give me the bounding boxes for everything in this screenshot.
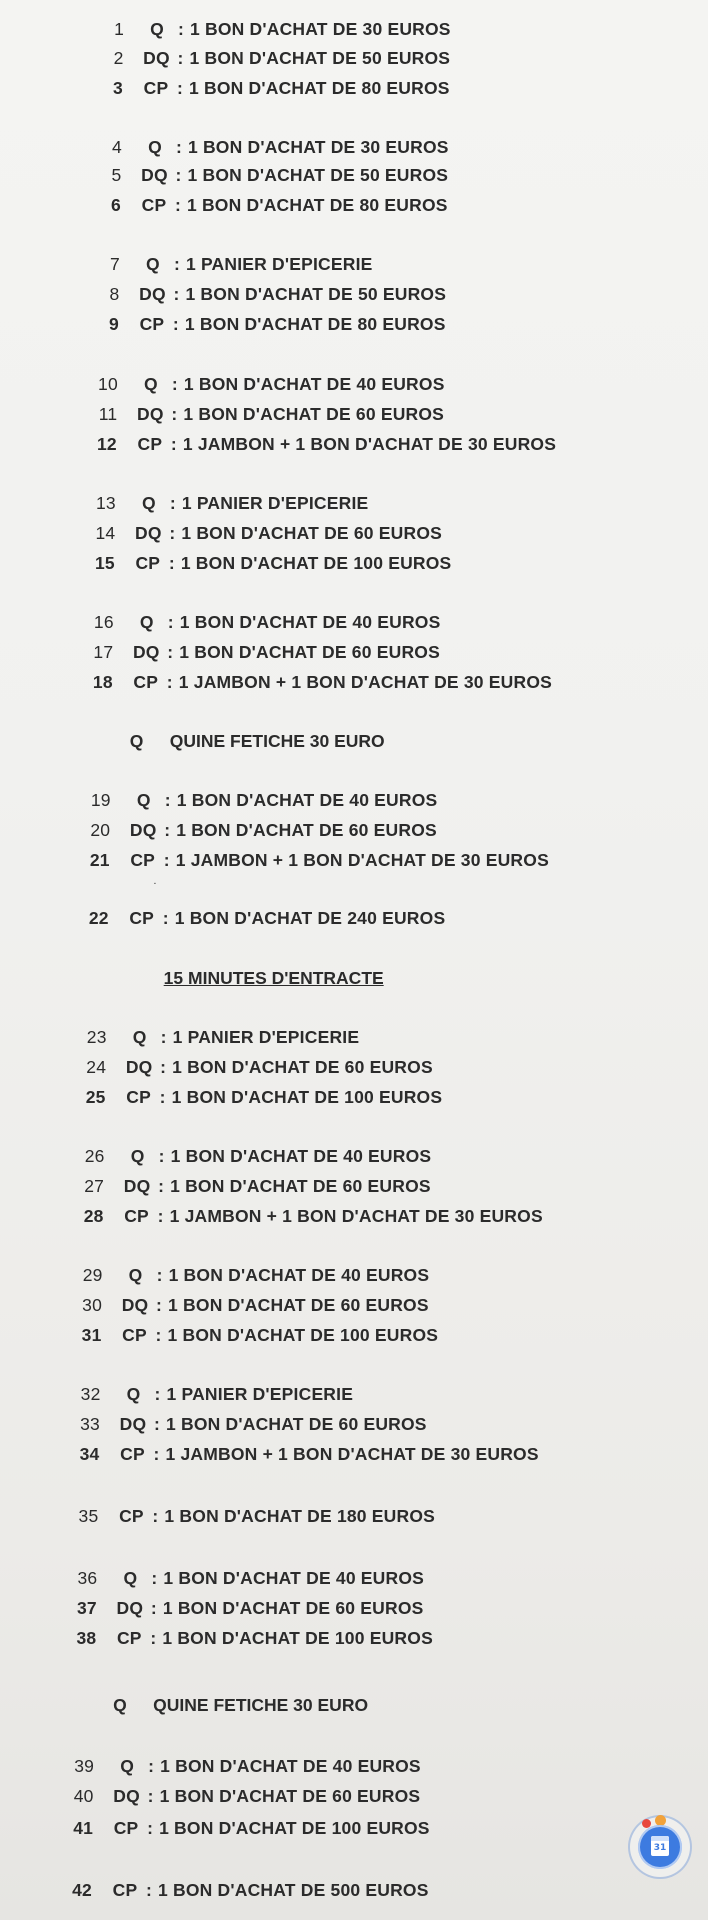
lot-number: 39 (74, 1756, 95, 1776)
lot-number: 1 (114, 19, 124, 39)
lot-number: 25 (85, 1087, 106, 1107)
lot-prize: 1 BON D'ACHAT DE 40 EUROS (176, 790, 438, 810)
lot-prize: 1 BON D'ACHAT DE 30 EUROS (190, 19, 451, 39)
lot-category: Q (132, 1027, 147, 1047)
lot-category: CP (124, 1206, 149, 1226)
lot-category: Q (148, 137, 162, 157)
lot-separator: : (152, 1506, 159, 1526)
lot-category: DQ (137, 404, 164, 424)
lot-prize: 1 BON D'ACHAT DE 60 EUROS (176, 820, 437, 840)
lot-prize: 1 PANIER D'EPICERIE (172, 1027, 360, 1047)
lot-separator: : (174, 195, 181, 215)
lot-number: 30 (82, 1295, 103, 1315)
lot-row (0, 1293, 708, 1317)
lot-separator: : (164, 820, 171, 840)
lot-row (0, 135, 708, 159)
lot-separator: : (173, 284, 180, 304)
lot-prize: 1 BON D'ACHAT DE 50 EUROS (185, 284, 447, 304)
lot-category: DQ (121, 1295, 149, 1315)
lot-prize: 1 BON D'ACHAT DE 240 EUROS (174, 908, 446, 928)
lot-separator: : (169, 523, 176, 543)
lot-number: 13 (95, 493, 116, 513)
lot-row (0, 1566, 708, 1590)
lot-row (0, 402, 708, 426)
lot-row (0, 1382, 708, 1406)
lot-category: CP (137, 434, 163, 454)
lot-prize: 1 BON D'ACHAT DE 50 EUROS (189, 48, 451, 68)
lot-separator: : (153, 1444, 160, 1464)
lot-row (0, 312, 708, 336)
lot-prize: 1 BON D'ACHAT DE 60 EUROS (162, 1598, 424, 1618)
lot-separator: : (154, 1414, 161, 1434)
lot-category: DQ (116, 1598, 144, 1618)
lot-row (0, 1626, 708, 1650)
lot-prize: 1 BON D'ACHAT DE 60 EUROS (183, 404, 445, 424)
lot-row (0, 1025, 708, 1049)
lot-separator: : (162, 908, 169, 928)
lot-prize: 1 BON D'ACHAT DE 180 EUROS (164, 1506, 436, 1526)
lot-separator: : (150, 1598, 157, 1618)
lot-number: 16 (93, 612, 114, 632)
lot-separator: : (157, 1206, 164, 1226)
lot-row (0, 670, 708, 694)
lot-category: Q (120, 1756, 135, 1776)
lot-category: DQ (141, 165, 168, 185)
lot-row (0, 491, 708, 515)
lot-prize: 1 BON D'ACHAT DE 60 EUROS (172, 1057, 433, 1077)
lot-prize: 1 BON D'ACHAT DE 50 EUROS (187, 165, 449, 185)
lot-separator: : (163, 850, 170, 870)
lot-number: 38 (76, 1628, 97, 1648)
lot-number: 24 (86, 1057, 107, 1077)
lot-category: CP (120, 1444, 145, 1464)
lot-number: 8 (109, 284, 120, 304)
lot-row (0, 372, 708, 396)
quine-fetiche-category: Q (129, 731, 144, 751)
lot-separator: : (156, 1265, 163, 1285)
lot-row (0, 1412, 708, 1436)
lot-number: 3 (113, 78, 123, 98)
lot-row (0, 193, 708, 217)
lot-number: 29 (82, 1265, 103, 1285)
lot-prize: 1 JAMBON + 1 BON D'ACHAT DE 30 EUROS (182, 434, 557, 454)
lot-separator: : (169, 493, 176, 513)
lot-row (0, 906, 708, 930)
lot-row (0, 1878, 708, 1902)
lot-separator: : (147, 1818, 154, 1838)
lot-number: 40 (73, 1786, 94, 1806)
lot-row (0, 1174, 708, 1198)
lot-row (0, 1055, 708, 1079)
lot-row (0, 1504, 708, 1528)
lot-separator: : (172, 314, 179, 334)
lot-row (0, 551, 708, 575)
lot-number: 33 (80, 1414, 100, 1434)
lot-number: 36 (77, 1568, 98, 1588)
lot-category: CP (141, 195, 167, 215)
quine-fetiche-category: Q (113, 1695, 127, 1715)
lot-prize: 1 BON D'ACHAT DE 40 EUROS (183, 374, 445, 394)
lot-category: DQ (143, 48, 170, 68)
lot-category: Q (141, 493, 156, 513)
lot-row (0, 610, 708, 634)
lot-number: 35 (78, 1506, 99, 1526)
lot-separator: : (167, 642, 174, 662)
lot-row (0, 788, 708, 812)
lot-row (0, 432, 708, 456)
lot-category: Q (123, 1568, 138, 1588)
lot-category: CP (135, 553, 161, 573)
lot-separator: : (175, 165, 182, 185)
lot-category: CP (112, 1880, 138, 1900)
lot-number: 11 (98, 404, 118, 424)
lot-row (0, 17, 708, 41)
lot-row (0, 1816, 708, 1840)
lot-category: CP (126, 1087, 151, 1107)
lot-prize: 1 BON D'ACHAT DE 100 EUROS (162, 1628, 433, 1648)
lot-row (0, 848, 708, 872)
lot-separator: : (156, 1295, 163, 1315)
lot-category: Q (136, 790, 151, 810)
lot-prize: 1 BON D'ACHAT DE 80 EUROS (188, 78, 450, 98)
lot-category: CP (143, 78, 169, 98)
lot-prize: 1 BON D'ACHAT DE 100 EUROS (180, 553, 452, 573)
quine-fetiche-text: QUINE FETICHE 30 EURO (153, 1695, 369, 1715)
lot-number: 34 (79, 1444, 100, 1464)
lot-prize: 1 BON D'ACHAT DE 80 EUROS (184, 314, 446, 334)
quine-fetiche-text: QUINE FETICHE 30 EURO (169, 731, 385, 751)
calendar-icon (638, 1825, 682, 1869)
lot-separator: : (164, 790, 171, 810)
lot-prize: 1 BON D'ACHAT DE 80 EUROS (186, 195, 448, 215)
lot-separator: : (171, 374, 178, 394)
lot-number: 37 (76, 1598, 97, 1618)
lot-row (0, 1784, 708, 1808)
lot-row (0, 76, 708, 100)
lot-category: Q (126, 1384, 141, 1404)
lot-prize: 1 BON D'ACHAT DE 60 EUROS (179, 642, 440, 662)
lot-separator: : (175, 137, 182, 157)
lot-separator: : (166, 672, 173, 692)
lot-separator: : (150, 1628, 157, 1648)
lot-separator: : (173, 254, 180, 274)
lot-separator: : (167, 612, 174, 632)
interlude-heading: 15 MINUTES D'ENTRACTE (163, 968, 384, 988)
lot-number: 5 (111, 165, 122, 185)
lot-category: DQ (119, 1414, 147, 1434)
lot-number: 26 (84, 1146, 105, 1166)
lot-category: CP (116, 1628, 142, 1648)
lot-row (0, 252, 708, 276)
lot-number: 2 (113, 48, 124, 68)
lot-row (0, 282, 708, 306)
lot-number: 9 (108, 314, 119, 334)
lot-number: 21 (89, 850, 110, 870)
lot-prize: 1 PANIER D'EPICERIE (166, 1384, 354, 1404)
lot-number: 6 (111, 195, 121, 215)
lot-row (0, 1085, 708, 1109)
stray-mark: ˙ (153, 880, 158, 896)
lot-row (0, 1442, 708, 1466)
lot-separator: : (158, 1176, 165, 1196)
lot-separator: : (148, 1756, 155, 1776)
lot-separator: : (171, 404, 178, 424)
lot-prize: 1 PANIER D'EPICERIE (181, 493, 369, 513)
lot-prize: 1 BON D'ACHAT DE 100 EUROS (159, 1818, 430, 1838)
lot-category: DQ (135, 523, 162, 543)
lot-row (0, 640, 708, 664)
lot-prize: 1 JAMBON + 1 BON D'ACHAT DE 30 EUROS (165, 1444, 539, 1464)
lot-prize: 1 BON D'ACHAT DE 60 EUROS (170, 1176, 431, 1196)
lot-separator: : (176, 78, 184, 98)
lot-separator: : (160, 1057, 167, 1077)
lot-number: 31 (81, 1325, 102, 1345)
lot-prize: 1 BON D'ACHAT DE 40 EUROS (179, 612, 441, 632)
lot-category: Q (146, 254, 160, 274)
lot-number: 15 (94, 553, 115, 573)
lot-prize: 1 BON D'ACHAT DE 500 EUROS (158, 1880, 429, 1900)
lot-prize: 1 BON D'ACHAT DE 100 EUROS (167, 1325, 439, 1345)
lot-row (0, 46, 708, 70)
lot-prize: 1 BON D'ACHAT DE 60 EUROS (166, 1414, 427, 1434)
lot-row (0, 521, 708, 545)
lot-row (0, 1323, 708, 1347)
lot-category: DQ (123, 1176, 151, 1196)
lot-number: 32 (80, 1384, 101, 1404)
lot-number: 4 (112, 137, 122, 157)
lot-category: Q (128, 1265, 143, 1285)
lot-category: DQ (113, 1786, 140, 1806)
lot-number: 20 (90, 820, 111, 840)
lot-separator: : (177, 48, 184, 68)
lot-category: DQ (125, 1057, 153, 1077)
lot-category: DQ (139, 284, 166, 304)
lot-prize: 1 BON D'ACHAT DE 40 EUROS (163, 1568, 425, 1588)
lot-row (0, 1754, 708, 1778)
lot-separator: : (158, 1146, 165, 1166)
lot-separator: : (146, 1880, 153, 1900)
lot-number: 18 (92, 672, 113, 692)
lot-row (0, 163, 708, 187)
lot-row (0, 1204, 708, 1228)
lot-prize: 1 JAMBON + 1 BON D'ACHAT DE 30 EUROS (178, 672, 553, 692)
lot-category: DQ (132, 642, 160, 662)
lot-category: CP (139, 314, 165, 334)
lot-separator: : (151, 1568, 158, 1588)
lot-number: 7 (110, 254, 120, 274)
lot-number: 27 (84, 1176, 105, 1196)
lot-row (0, 1263, 708, 1287)
lot-separator: : (159, 1087, 166, 1107)
lot-number: 42 (72, 1880, 92, 1900)
lot-number: 22 (88, 908, 109, 928)
lot-category: CP (119, 1506, 144, 1526)
lot-category: Q (130, 1146, 145, 1166)
lot-number: 14 (95, 523, 116, 543)
lot-category: DQ (129, 820, 157, 840)
lot-separator: : (154, 1384, 161, 1404)
lot-row (0, 1596, 708, 1620)
lot-separator: : (168, 553, 175, 573)
lot-prize: 1 BON D'ACHAT DE 100 EUROS (171, 1087, 443, 1107)
lot-row (0, 818, 708, 842)
lot-prize: 1 BON D'ACHAT DE 60 EUROS (168, 1295, 429, 1315)
lot-number: 10 (98, 374, 118, 394)
lot-category: Q (143, 374, 158, 394)
lot-number: 28 (83, 1206, 104, 1226)
lot-category: Q (150, 19, 164, 39)
lot-row (0, 1144, 708, 1168)
calendar-badge[interactable] (628, 1815, 692, 1879)
lot-prize: 1 PANIER D'EPICERIE (185, 254, 373, 274)
lot-separator: : (147, 1786, 154, 1806)
lot-prize: 1 BON D'ACHAT DE 60 EUROS (181, 523, 443, 543)
calendar-day: 31 (651, 1836, 669, 1856)
lot-prize: 1 BON D'ACHAT DE 40 EUROS (168, 1265, 430, 1285)
lot-category: CP (113, 1818, 139, 1838)
lot-prize: 1 JAMBON + 1 BON D'ACHAT DE 30 EUROS (175, 850, 549, 870)
lot-prize: 1 JAMBON + 1 BON D'ACHAT DE 30 EUROS (169, 1206, 543, 1226)
lot-separator: : (160, 1027, 167, 1047)
lot-separator: : (178, 19, 185, 39)
lot-category: Q (139, 612, 154, 632)
lot-number: 12 (96, 434, 117, 454)
lot-prize: 1 BON D'ACHAT DE 30 EUROS (187, 137, 449, 157)
lot-category: CP (129, 908, 155, 928)
lot-number: 23 (86, 1027, 107, 1047)
lot-number: 19 (90, 790, 111, 810)
lot-number: 17 (93, 642, 114, 662)
lot-category: CP (133, 672, 159, 692)
lot-prize: 1 BON D'ACHAT DE 40 EUROS (170, 1146, 432, 1166)
lot-separator: : (170, 434, 177, 454)
lot-category: CP (130, 850, 156, 870)
lot-prize: 1 BON D'ACHAT DE 60 EUROS (159, 1786, 421, 1806)
lot-category: CP (122, 1325, 147, 1345)
lot-prize: 1 BON D'ACHAT DE 40 EUROS (160, 1756, 421, 1776)
lot-number: 41 (73, 1818, 94, 1838)
lot-separator: : (155, 1325, 162, 1345)
